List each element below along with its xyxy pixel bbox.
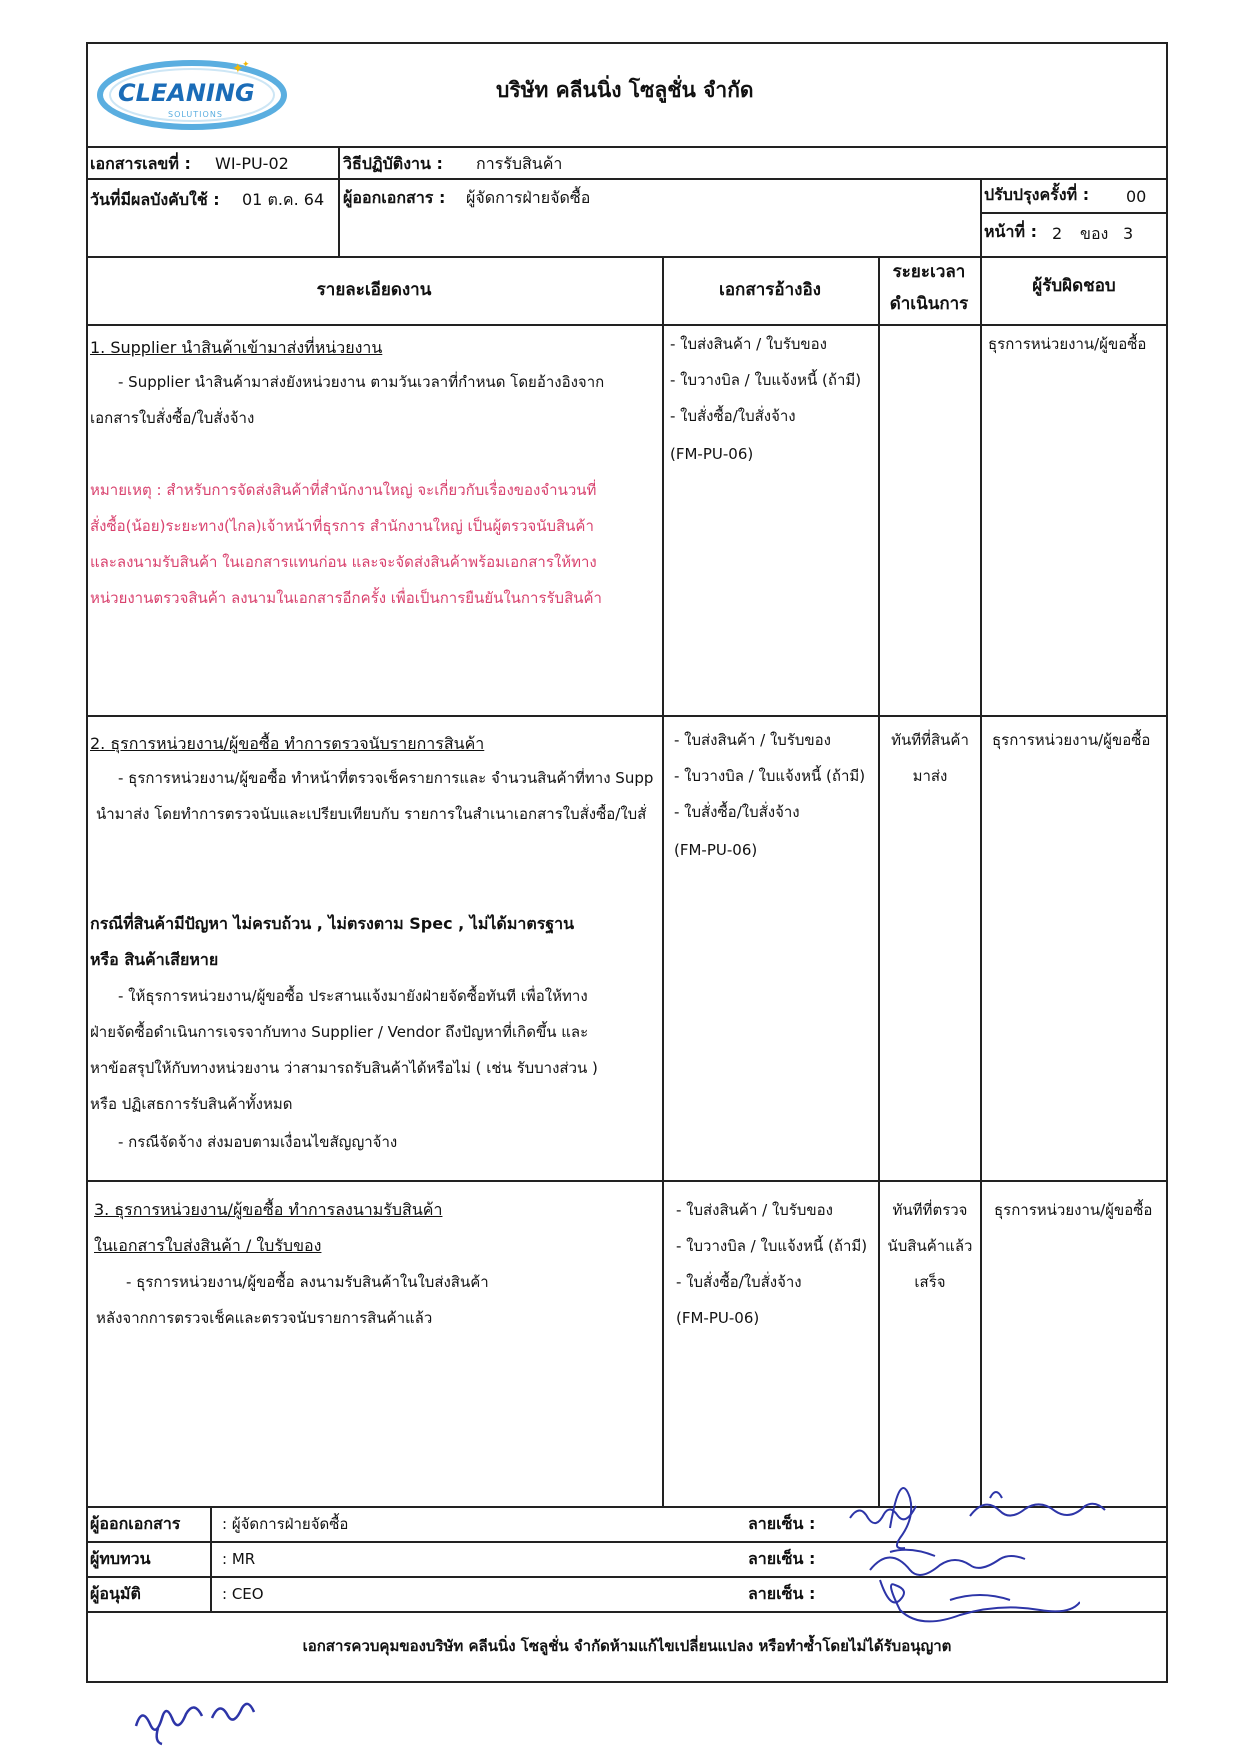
row1-note: หมายเหตุ : สำหรับการจัดส่งสินค้าที่สำนักงานใหญ่ จะเกี่ยวกับเรื่องของจำนวนที่ (90, 481, 597, 499)
procedure: การรับสินค้า (476, 154, 563, 173)
row2-line: หาข้อสรุปให้กับทางหน่วยงาน ว่าสามารถรับสินค้าได้หรือไม่ ( เช่น รับบางส่วน ) (90, 1059, 598, 1077)
row1-ref: - ใบวางบิล / ใบแจ้งหนี้ (ถ้ามี) (670, 371, 862, 389)
footer-notice: เอกสารควบคุมของบริษัท คลีนนิ่ง โซลูชั่น จำกัดห้ามแก้ไขเปลี่ยนแปลง หรือทำซ้ำโดยไม่ได้รับอนุญาต (302, 1637, 952, 1655)
signature-approver (860, 1570, 1080, 1630)
divider (86, 146, 1168, 148)
divider (338, 146, 340, 256)
row3-ref: (FM-PU-06) (676, 1309, 760, 1327)
row3-duration: ทันทีที่ตรวจ (892, 1201, 968, 1219)
svg-text:✦: ✦ (232, 61, 244, 77)
divider (86, 715, 1168, 717)
logo-subtext: SOLUTIONS (168, 110, 223, 119)
row2-line: นำมาส่ง โดยทำการตรวจนับและเปรียบเทียบกับ รายการในสำเนาเอกสารใบสั่งซื้อ/ใบสั่ (96, 805, 647, 823)
row1-heading: 1. Supplier นำสินค้าเข้ามาส่งที่หน่วยงาน (90, 338, 383, 357)
page-of: ของ (1080, 224, 1109, 243)
divider (86, 178, 1168, 180)
row2-line: ฝ่ายจัดซื้อดำเนินการเจรจากับทาง Supplier / Vendor ถึงปัญหาที่เกิดขึ้น และ (90, 1023, 589, 1041)
company-logo (92, 55, 292, 135)
row1-line: - Supplier นำสินค้ามาส่งยังหน่วยงาน ตามวันเวลาที่กำหนด โดยอ้างอิงจาก (118, 373, 605, 391)
row3-line: หลังจากการตรวจเช็คและตรวจนับรายการสินค้าแล้ว (96, 1309, 433, 1327)
row3-duration: นับสินค้าแล้ว (887, 1237, 973, 1255)
col-header-ref-docs: เอกสารอ้างอิง (719, 280, 821, 300)
page-label: หน้าที่ : (984, 222, 1037, 241)
row2-ref: (FM-PU-06) (674, 841, 758, 859)
footer-reviewer-label: ผู้ทบทวน (90, 1549, 151, 1568)
footer-sign-label: ลายเซ็น : (748, 1549, 816, 1568)
issuer-label: ผู้ออกเอกสาร : (343, 188, 446, 207)
revision-label: ปรับปรุงครั้งที่ : (984, 185, 1090, 204)
issuer: ผู้จัดการฝ่ายจัดซื้อ (466, 188, 591, 207)
row2-responsible: ธุรการหน่วยงาน/ผู้ขอซื้อ (992, 731, 1151, 749)
footer-approver-value: : CEO (222, 1585, 264, 1603)
row2-ref: - ใบวางบิล / ใบแจ้งหนี้ (ถ้ามี) (674, 767, 866, 785)
page-number: 2 (1052, 224, 1063, 243)
divider (86, 1180, 1168, 1182)
row2-ref: - ใบส่งสินค้า / ใบรับของ (674, 731, 831, 749)
divider (662, 256, 664, 1506)
row3-heading: ในเอกสารใบส่งสินค้า / ใบรับของ (94, 1236, 322, 1255)
col-header-duration-2: ดำเนินการ (889, 294, 969, 314)
col-header-duration: ระยะเวลา (892, 262, 966, 282)
row2-case: หรือ สินค้าเสียหาย (90, 950, 219, 969)
row2-line: หรือ ปฏิเสธการรับสินค้าทั้งหมด (90, 1095, 293, 1113)
svg-text:✦: ✦ (242, 60, 250, 70)
divider (980, 256, 982, 1506)
row2-line: - กรณีจัดจ้าง ส่งมอบตามเงื่อนไขสัญญาจ้าง (118, 1133, 398, 1151)
divider (86, 256, 1168, 258)
signature-bottom (128, 1688, 268, 1748)
row3-line: - ธุรการหน่วยงาน/ผู้ขอซื้อ ลงนามรับสินค้าในใบส่งสินค้า (126, 1273, 489, 1291)
footer-issuer-value: : ผู้จัดการฝ่ายจัดซื้อ (222, 1515, 349, 1533)
row3-duration: เสร็จ (914, 1273, 946, 1291)
divider (980, 178, 982, 256)
row3-heading: 3. ธุรการหน่วยงาน/ผู้ขอซื้อ ทำการลงนามรับสินค้า (94, 1200, 443, 1219)
company-name: บริษัท คลีนนิ่ง โซลูชั่น จำกัด (496, 78, 754, 102)
row2-duration: ทันทีที่สินค้า (891, 731, 969, 749)
row1-note: สั่งซื้อ(น้อย)ระยะทาง(ไกล)เจ้าหน้าที่ธุรการ สำนักงานใหญ่ เป็นผู้ตรวจนับสินค้า (90, 517, 594, 535)
logo-text: CLEANING (118, 79, 255, 107)
row1-ref: (FM-PU-06) (670, 445, 754, 463)
procedure-label: วิธีปฏิบัติงาน : (343, 154, 443, 173)
row2-case: กรณีที่สินค้ามีปัญหา ไม่ครบถ้วน , ไม่ตรงตาม Spec , ไม่ได้มาตรฐาน (90, 914, 575, 933)
divider (878, 256, 880, 1506)
row1-ref: - ใบสั่งซื้อ/ใบสั่งจ้าง (670, 407, 796, 425)
divider (210, 1506, 212, 1611)
row2-ref: - ใบสั่งซื้อ/ใบสั่งจ้าง (674, 803, 800, 821)
col-header-responsible: ผู้รับผิดชอบ (1032, 276, 1116, 296)
footer-sign-label: ลายเซ็น : (748, 1584, 816, 1603)
row3-responsible: ธุรการหน่วยงาน/ผู้ขอซื้อ (994, 1201, 1153, 1219)
footer-sign-label: ลายเซ็น : (748, 1514, 816, 1533)
row1-note: และลงนามรับสินค้า ในเอกสารแทนก่อน และจะจัดส่งสินค้าพร้อมเอกสารให้ทาง (90, 553, 597, 571)
row2-line: - ให้ธุรการหน่วยงาน/ผู้ขอซื้อ ประสานแจ้งมายังฝ่ายจัดซื้อทันที เพื่อให้ทาง (118, 987, 588, 1005)
row3-ref: - ใบส่งสินค้า / ใบรับของ (676, 1201, 833, 1219)
row1-note: หน่วยงานตรวจสินค้า ลงนามในเอกสารอีกครั้ง เพื่อเป็นการยืนยันในการรับสินค้า (90, 589, 602, 607)
divider (86, 324, 1168, 326)
effective-date: 01 ต.ค. 64 (242, 190, 325, 209)
doc-no-label: เอกสารเลขที่ : (90, 154, 191, 173)
row1-ref: - ใบส่งสินค้า / ใบรับของ (670, 335, 827, 353)
row2-heading: 2. ธุรการหน่วยงาน/ผู้ขอซื้อ ทำการตรวจนับรายการสินค้า (90, 734, 485, 753)
row1-line: เอกสารใบสั่งซื้อ/ใบสั่งจ้าง (90, 409, 255, 427)
row3-ref: - ใบสั่งซื้อ/ใบสั่งจ้าง (676, 1273, 802, 1291)
footer-reviewer-value: : MR (222, 1550, 256, 1568)
page-total: 3 (1123, 224, 1134, 243)
row2-duration: มาส่ง (912, 767, 948, 785)
footer-issuer-label: ผู้ออกเอกสาร (90, 1514, 181, 1533)
doc-no: WI-PU-02 (215, 154, 289, 173)
row3-ref: - ใบวางบิล / ใบแจ้งหนี้ (ถ้ามี) (676, 1237, 868, 1255)
effective-label: วันที่มีผลบังคับใช้ : (90, 190, 220, 209)
footer-approver-label: ผู้อนุมัติ (90, 1584, 141, 1603)
col-header-details: รายละเอียดงาน (316, 280, 432, 300)
revision: 00 (1126, 187, 1147, 206)
row1-responsible: ธุรการหน่วยงาน/ผู้ขอซื้อ (988, 335, 1147, 353)
row2-line: - ธุรการหน่วยงาน/ผู้ขอซื้อ ทำหน้าที่ตรวจเช็ครายการและ จำนวนสินค้าที่ทาง Supp (118, 769, 654, 787)
divider (980, 212, 1168, 214)
